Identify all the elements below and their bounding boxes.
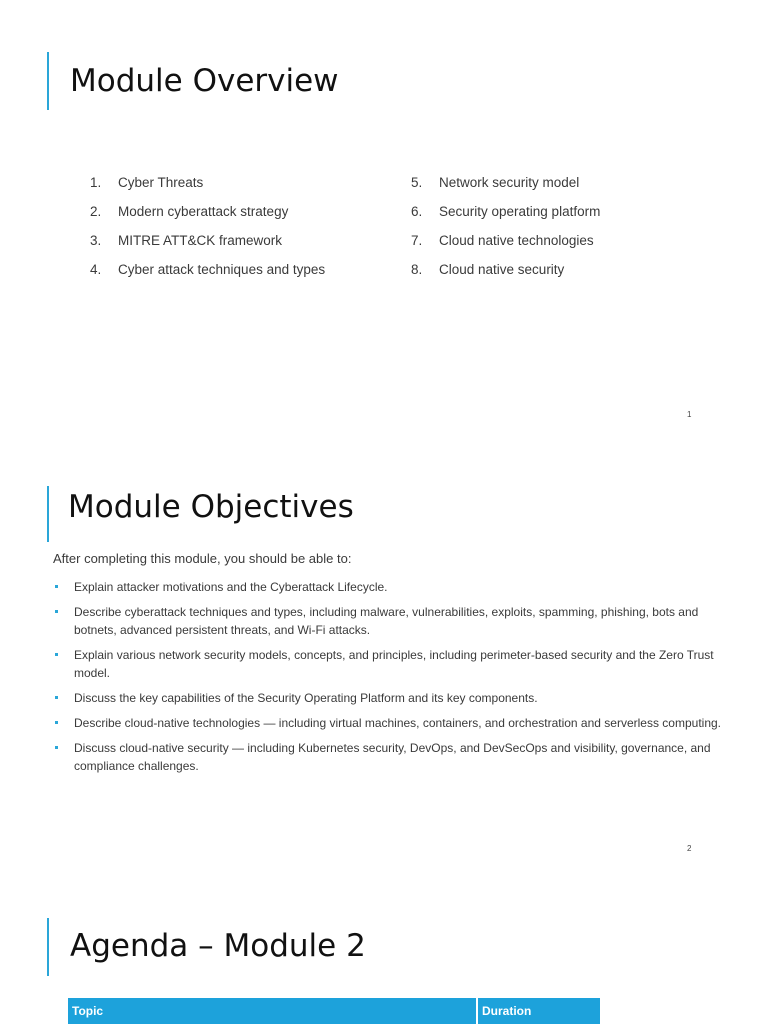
bullet-icon xyxy=(55,721,58,724)
title-accent-bar xyxy=(47,918,49,976)
overview-list-right xyxy=(411,170,600,286)
bullet-icon xyxy=(55,610,58,613)
list-item: Discuss the key capabilities of the Security Operating Platform and its key components. xyxy=(53,689,729,707)
slide-agenda xyxy=(0,864,768,1024)
list-item: 4. Cyber attack techniques and types xyxy=(90,262,326,277)
list-item: 1. Cyber Threats xyxy=(90,175,204,190)
title-accent-bar xyxy=(47,52,49,110)
objectives-intro: After completing this module, you should be able to: xyxy=(53,551,352,566)
table-header-row xyxy=(68,998,600,1024)
page-number: 2 xyxy=(687,844,692,853)
page-number: 1 xyxy=(687,410,692,419)
title-accent-bar xyxy=(47,486,49,542)
column-header-topic: Topic xyxy=(68,998,477,1024)
bullet-icon xyxy=(55,585,58,588)
list-item: 6. Security operating platform xyxy=(411,204,601,219)
list-item: Discuss cloud-native security — including Kubernetes security, DevOps, and DevSecOps and visibility, governance, and compliance challenges. xyxy=(53,739,729,775)
slide-module-objectives xyxy=(0,432,768,864)
objectives-list xyxy=(53,578,729,782)
list-item: Explain various network security models, concepts, and principles, including perimeter-based security and the Zero Trust model. xyxy=(53,646,729,682)
slide-module-overview xyxy=(0,0,768,432)
list-item: 2. Modern cyberattack strategy xyxy=(90,204,289,219)
list-item: 3. MITRE ATT&CK framework xyxy=(90,233,283,248)
list-item: 5. Network security model xyxy=(411,175,580,190)
slide-title: Agenda – Module 2 xyxy=(70,928,366,964)
bullet-icon xyxy=(55,696,58,699)
list-item: Explain attacker motivations and the Cyberattack Lifecycle. xyxy=(53,578,729,596)
overview-list-left xyxy=(90,170,325,286)
bullet-icon xyxy=(55,746,58,749)
agenda-table xyxy=(68,998,600,1024)
list-item: 8. Cloud native security xyxy=(411,262,565,277)
list-item: 7. Cloud native technologies xyxy=(411,233,594,248)
list-item: Describe cyberattack techniques and types, including malware, vulnerabilities, exploits, spamming, phishing, bots and botnets, advanced persistent threats, and Wi-Fi attacks. xyxy=(53,603,729,639)
slide-title: Module Overview xyxy=(70,63,339,99)
column-header-duration: Duration xyxy=(477,998,600,1024)
list-item: Describe cloud-native technologies — including virtual machines, containers, and orchestration and serverless computing. xyxy=(53,714,729,732)
slide-title: Module Objectives xyxy=(68,489,354,525)
bullet-icon xyxy=(55,653,58,656)
